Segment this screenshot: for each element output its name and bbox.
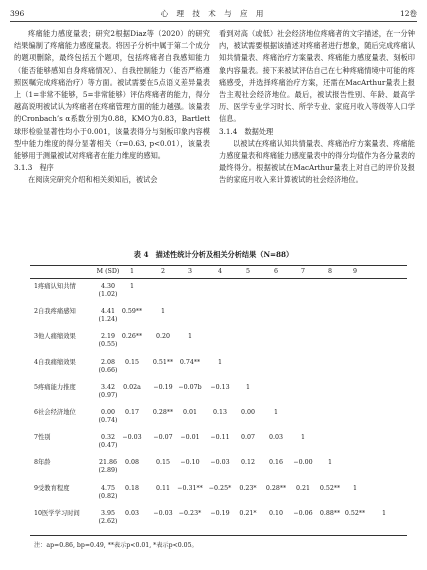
mean-value: 4.30 xyxy=(100,283,116,290)
table-title: 表 4 描述性统计分析及相关分析结果（N=88） xyxy=(133,250,294,259)
paragraph: 看到对高（或低）社会经济地位疼痛者的文字描述，在一分钟内，被试需要根据该描述对疼痛者进行想象，随后完成疼痛认知共情量表、疼痛治疗方案量表、疼痛能力感度量表、刻板印象内容量表。接下来被试评估自己在七种疼痛情境中可能的疼痛感受，并选择疼痛治疗方案，还需在MacArthur量表上报告主观社会经济地位。最后，被试报告性别、年龄、最高学历、医学专业学习时长、所学专业、家庭月收入等级等人口学信息。 xyxy=(219,29,415,124)
correlation-cell: −0.06 xyxy=(293,509,313,517)
paragraph: 在阅读完研究介绍和相关须知后，被试会 xyxy=(28,175,158,185)
row-label: 6社会经济地位 xyxy=(34,409,76,416)
correlation-cell: 0.03 xyxy=(268,434,284,442)
row-label: 7性别 xyxy=(34,434,51,442)
mean-value: 4.41 xyxy=(100,308,116,316)
table-note: 注：ap=0.86, bp=0.49, **表示p<0.01, *表示p<0.05。 xyxy=(34,542,198,549)
row-label: 4自我痛缩效果 xyxy=(34,358,76,366)
correlation-cell: 0.17 xyxy=(124,409,140,416)
correlation-cell: 0.28** xyxy=(265,484,287,492)
correlation-cell: −0.03 xyxy=(153,509,173,517)
left-column xyxy=(14,28,210,187)
mean-value: 21.86 xyxy=(98,459,118,467)
correlation-cell: 1 xyxy=(217,358,223,366)
correlation-cell: −0.07b xyxy=(178,383,202,391)
correlation-cell: −0.23* xyxy=(178,509,202,517)
correlation-cell: 0.52** xyxy=(344,509,366,517)
paragraph: 疼痛能力感度量表；研究2根据Diaz等（2020）的研究结果编制了疼痛能力感度量表。将因子分析中属于第二个成分的题项删除，最终包括五个题项，包括疼痛者自我感知能力（能否能够感知自身疼痛情况）、自我控制能力（能否严格遵照医嘱完成疼痛治疗）等方面。被试需要在5点语义差异量表上（1=非常不能够，5=非常能够）评估疼痛者的能力，得分越高说明被试认为疼痛者在疼痛管理方面的能力越强。该量表的Cronbach’s α系数分别为0.88，KMO为0.83，Bartlett球形检验显著性均小于0.001，该量表得分与刻板印象内容模型中能力维度的得分显著相关（r=0.63, p<0.01），该量表能够用于测量被试对疼痛者在能力维度的感知。 xyxy=(14,29,210,161)
correlation-cell: 0.03 xyxy=(124,509,140,517)
sd-value: (0.55) xyxy=(98,341,118,349)
column-header: 9 xyxy=(352,268,358,275)
sd-value: (1.02) xyxy=(98,291,118,298)
correlation-cell: 1 xyxy=(129,283,135,290)
sd-value: (0.82) xyxy=(98,492,118,500)
column-header: 6 xyxy=(273,268,279,275)
mean-value: 2.19 xyxy=(100,333,116,341)
row-label: 2自我疼痛感知 xyxy=(34,308,76,316)
correlation-cell: 0.21* xyxy=(239,509,257,517)
mean-value: 4.75 xyxy=(100,484,116,492)
correlation-cell: 0.74** xyxy=(179,358,201,366)
table-bottom-rule xyxy=(30,535,407,536)
mean-value: 3.95 xyxy=(100,509,116,517)
correlation-cell: 0.08 xyxy=(124,459,140,467)
row-label: 9受教育程度 xyxy=(34,484,70,492)
correlation-cell: −0.01 xyxy=(180,434,200,442)
correlation-cell: −0.07 xyxy=(153,434,173,442)
mean-value: 0.32 xyxy=(100,434,116,442)
correlation-cell: −0.13 xyxy=(210,383,230,391)
correlation-cell: 1 xyxy=(300,434,306,442)
correlation-cell: 0.59** xyxy=(121,308,143,316)
correlation-cell: −0.03 xyxy=(210,459,230,467)
running-header xyxy=(10,7,417,22)
correlation-cell: 0.51** xyxy=(152,358,174,366)
correlation-cell: 0.02a xyxy=(123,383,141,391)
correlation-cell: 1 xyxy=(273,409,279,416)
table-top-rule xyxy=(30,265,407,266)
correlation-cell: 0.15 xyxy=(155,459,171,467)
mean-value: 3.42 xyxy=(100,383,116,391)
sd-value: (0.74) xyxy=(98,417,118,424)
correlation-cell: 0.18 xyxy=(124,484,140,492)
correlation-cell: −0.19 xyxy=(153,383,173,391)
correlation-cell: 1 xyxy=(352,484,358,492)
mean-value: 0.00 xyxy=(100,409,116,416)
correlation-cell: 0.12 xyxy=(240,459,256,467)
column-header: 8 xyxy=(327,268,333,275)
correlation-cell: 0.01 xyxy=(182,409,198,416)
correlation-cell: 0.23* xyxy=(239,484,257,492)
correlation-cell: −0.19 xyxy=(210,509,230,517)
row-label: 1疼痛认知共情 xyxy=(34,283,76,290)
sd-value: (0.66) xyxy=(98,366,118,374)
row-label: 10医学学习时间 xyxy=(34,509,80,517)
correlation-cell: 0.16 xyxy=(268,459,284,467)
correlation-cell: −0.10 xyxy=(180,459,200,467)
page-number: 396 xyxy=(10,9,25,18)
correlation-cell: 0.07 xyxy=(240,434,256,442)
correlation-cell: 0.20 xyxy=(155,333,171,341)
correlation-cell: 0.11 xyxy=(155,484,171,492)
column-header: M (SD) xyxy=(96,268,120,275)
correlation-cell: −0.11 xyxy=(210,434,230,442)
table-header-rule xyxy=(30,278,407,279)
correlation-cell: 0.88** xyxy=(319,509,341,517)
correlation-cell: −0.25* xyxy=(208,484,232,492)
column-header: 7 xyxy=(300,268,306,275)
column-header: 2 xyxy=(160,268,166,275)
correlation-cell: 0.26** xyxy=(121,333,143,341)
sd-value: (0.47) xyxy=(98,442,118,450)
sd-value: (0.97) xyxy=(98,391,118,399)
correlation-cell: 0.00 xyxy=(240,409,256,416)
volume-label: 12卷 xyxy=(399,9,417,18)
sd-value: (1.24) xyxy=(98,316,118,324)
column-header: 3 xyxy=(187,268,193,275)
paragraph: 以被试在疼痛认知共情量表、疼痛治疗方案量表、疼痛能力感度量表和疼痛能力感度量表中的得分均值作为各分量表的最终得分。根据被试在MacArthur量表上对自己的评价及报告的家庭月收入来计算被试的社会经济地位。 xyxy=(219,138,415,185)
correlation-cell: 1 xyxy=(187,333,193,341)
correlation-cell: 1 xyxy=(327,459,333,467)
correlation-cell: −0.00 xyxy=(293,459,313,467)
mean-value: 2.08 xyxy=(100,358,116,366)
right-column xyxy=(219,28,415,187)
correlation-cell: −0.03 xyxy=(122,434,142,442)
correlation-cell: 0.15 xyxy=(124,358,140,366)
column-header: 5 xyxy=(245,268,251,275)
correlation-cell: 0.28** xyxy=(152,409,174,416)
subsection-heading: 3.1.4 数据处理 xyxy=(219,126,274,136)
sd-value: (2.89) xyxy=(98,467,118,475)
journal-title: 心 理 技 术 与 应 用 xyxy=(160,9,267,18)
correlation-cell: 1 xyxy=(381,509,387,517)
row-label: 8年龄 xyxy=(34,459,51,467)
correlation-cell: 0.52** xyxy=(319,484,341,492)
sd-value: (2.62) xyxy=(98,517,118,525)
correlation-cell: 0.13 xyxy=(212,409,228,416)
correlation-cell: 1 xyxy=(160,308,166,316)
subsection-heading: 3.1.3 程序 xyxy=(14,163,54,173)
row-label: 5疼痛能力推度 xyxy=(34,383,76,391)
correlation-cell: 0.10 xyxy=(268,509,284,517)
correlation-cell: 1 xyxy=(245,383,251,391)
column-header: 4 xyxy=(217,268,223,275)
column-header: 1 xyxy=(129,268,135,275)
correlation-cell: −0.31** xyxy=(177,484,203,492)
correlation-cell: 0.21 xyxy=(295,484,311,492)
row-label: 3他人痛缩效果 xyxy=(34,333,76,341)
